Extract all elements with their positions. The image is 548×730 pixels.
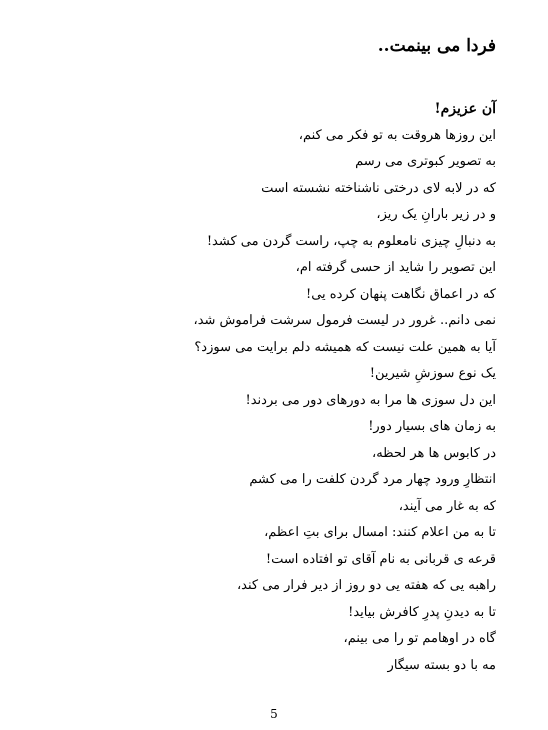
- poem-line: به دنبالِ چیزی نامعلوم به چپ، راست گردن می کشد!: [206, 233, 496, 249]
- poem-line: به زمان های بسیار دور!: [368, 419, 496, 434]
- poem-title: فردا می بینمت..: [377, 36, 496, 56]
- poem-line: آن عزیزم!: [434, 101, 496, 117]
- poem-line: که در اعماق نگاهت پنهان کرده یی!: [305, 286, 496, 302]
- poem-line: راهبه یی که هفته یی دو روز از دیر فرار می کند،: [236, 578, 496, 593]
- poem-line: گاه در اوهامم تو را می بینم،: [343, 631, 496, 646]
- poem-line: انتظارِ ورود چهار مرد گردن کلفت را می کشم: [249, 472, 496, 487]
- poem-line: این روزها هروقت به تو فکر می کنم،: [298, 127, 496, 143]
- poem-line: و در زیر بارانِ یک ریز،: [376, 207, 496, 222]
- poem-line: که در لابه لای درختی ناشناخته نشسته است: [261, 180, 496, 196]
- page-number: 5: [270, 707, 278, 721]
- poem-line: آیا به همین علت نیست که همیشه دلم برایت می سوزد؟: [194, 339, 496, 355]
- poem-line: تا به من اعلام کنند: امسال برای بتِ اعظم،: [264, 525, 496, 540]
- poem-body: [136, 96, 496, 679]
- poem-line: این دل سوزی ها مرا به دورهای دور می بردند!: [245, 392, 496, 408]
- poem-line: در کابوس ها هر لحظه،: [372, 445, 496, 461]
- poem-line: مه با دو بسته سیگار: [387, 657, 496, 673]
- poem-line: به تصویر کبوتری می رسم: [355, 154, 496, 169]
- poem-line: قرعه ی قربانی به نام آقای تو افتاده است!: [265, 551, 496, 567]
- poem-line: این تصویر را شاید از حسی گرفته ام،: [295, 260, 496, 275]
- poem-line: نمی دانم.. غرور در لیست فرمول سرشت فراموش شد،: [193, 313, 496, 328]
- poem-line: یک نوع سوزشِ شیرین!: [369, 366, 496, 381]
- poem-line: که به غار می آیند،: [398, 498, 496, 514]
- poem-line: تا به دیدنِ پدرِ کافرش بیاید!: [348, 604, 496, 620]
